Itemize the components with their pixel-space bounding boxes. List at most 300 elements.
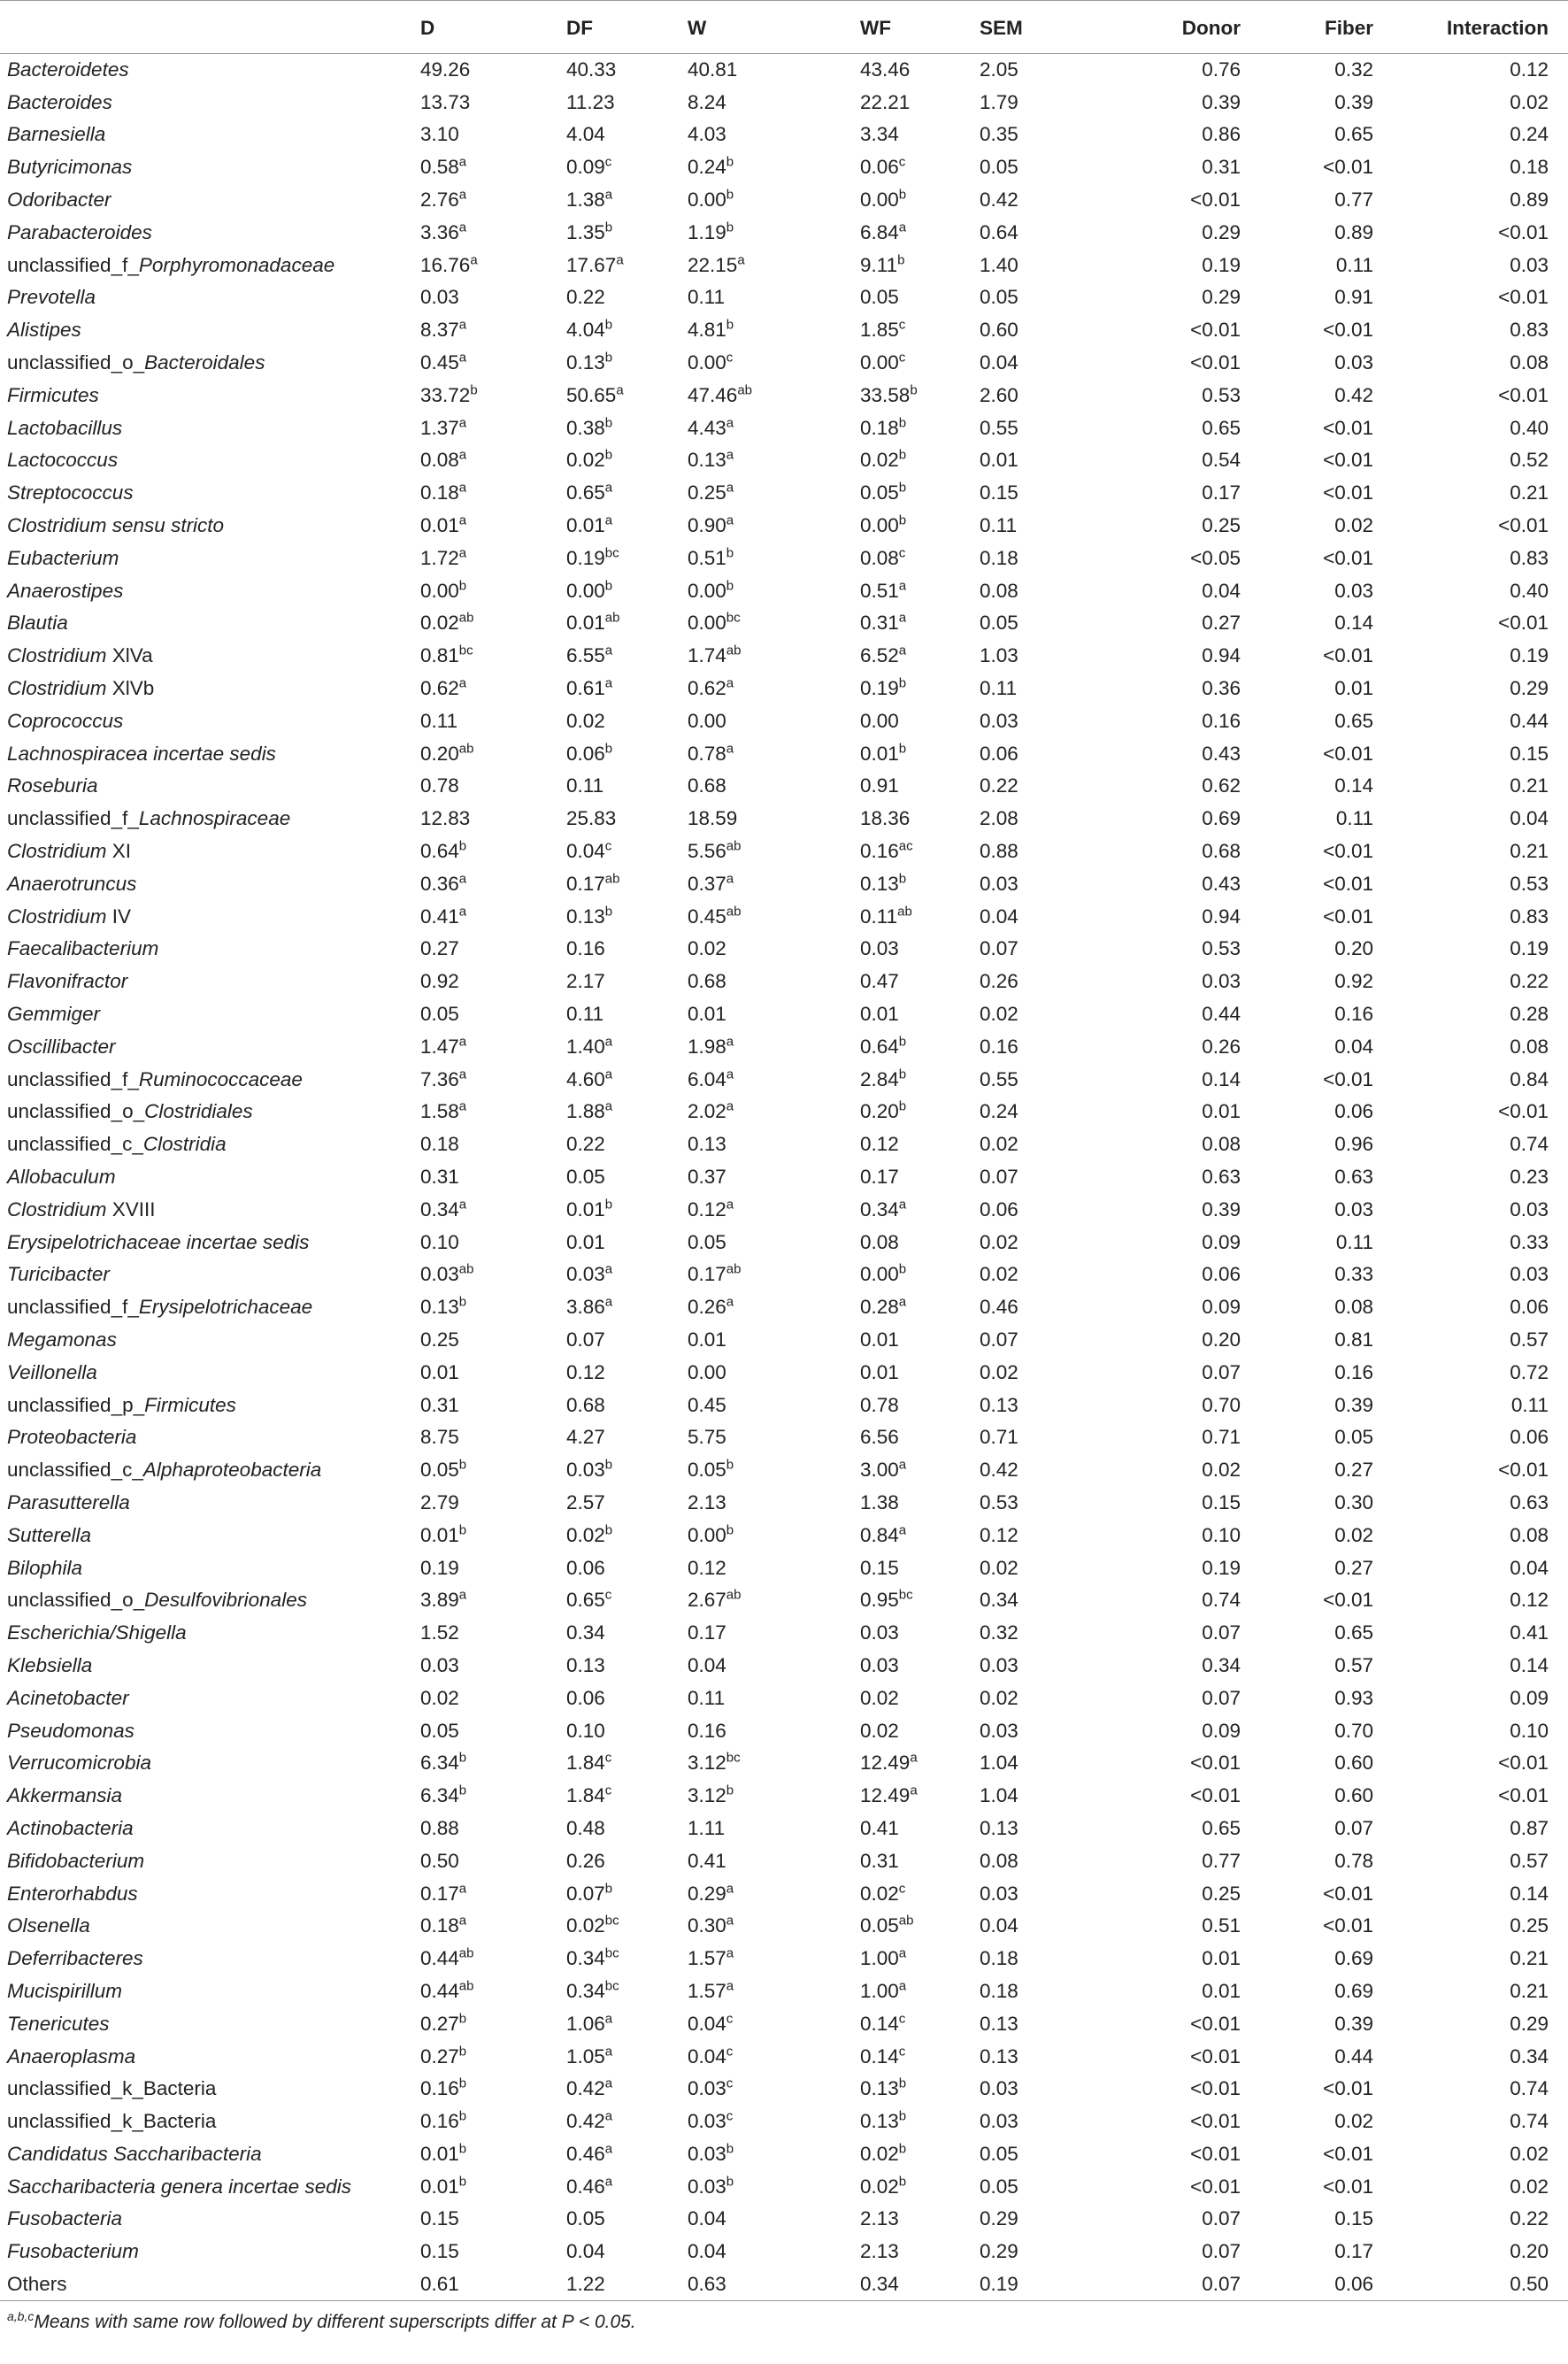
taxon-name bbox=[0, 1617, 420, 1650]
mean-value: 0.03 bbox=[420, 1263, 459, 1286]
significance-superscript: a bbox=[458, 187, 467, 203]
value-interaction: 0.19 bbox=[1510, 937, 1549, 960]
mean-value: 1.74 bbox=[688, 644, 726, 667]
value-interaction: 0.11 bbox=[1510, 1393, 1549, 1416]
value-donor: 0.71 bbox=[1202, 1426, 1241, 1449]
value-fiber: 0.06 bbox=[1334, 1100, 1373, 1123]
value-w bbox=[688, 379, 860, 412]
value-fiber: <0.01 bbox=[1323, 872, 1373, 895]
taxon-name bbox=[0, 770, 420, 803]
value-donor: <0.01 bbox=[1190, 1784, 1241, 1807]
value-wf bbox=[860, 119, 980, 151]
taxon-name bbox=[0, 673, 420, 705]
value-wf bbox=[860, 1454, 980, 1487]
significance-superscript: a bbox=[726, 1945, 734, 1961]
taxon-name bbox=[0, 1487, 420, 1520]
footnote-text: Means with same row followed by different superscripts differ at P < 0.05. bbox=[34, 2311, 636, 2332]
mean-value: 17.67 bbox=[566, 253, 617, 276]
taxon-name-part: unclassified_k_Bacteria bbox=[7, 2077, 217, 2100]
value-interaction: 0.08 bbox=[1510, 1523, 1549, 1546]
value-w bbox=[688, 1844, 860, 1877]
value-wf bbox=[860, 1682, 980, 1714]
significance-superscript: ab bbox=[897, 904, 912, 920]
table-row bbox=[0, 216, 1568, 249]
significance-superscript: ab bbox=[726, 643, 742, 658]
mean-value: 0.08 bbox=[860, 1230, 899, 1253]
value-sem: 0.24 bbox=[980, 1100, 1018, 1123]
table-row bbox=[0, 1519, 1568, 1552]
mean-value: 0.24 bbox=[688, 156, 726, 179]
mean-value: 12.49 bbox=[860, 1752, 911, 1775]
mean-value: 1.84 bbox=[566, 1752, 605, 1775]
mean-value: 0.03 bbox=[688, 2175, 726, 2198]
mean-value: 4.60 bbox=[566, 1067, 605, 1090]
value-fiber: 0.16 bbox=[1334, 1003, 1373, 1025]
table-row bbox=[0, 1226, 1568, 1259]
table-row bbox=[0, 705, 1568, 737]
mean-value: 11.23 bbox=[566, 90, 615, 113]
significance-superscript: c bbox=[726, 2108, 734, 2124]
significance-superscript: c bbox=[726, 350, 734, 366]
taxon-name-part: Firmicutes bbox=[7, 383, 99, 406]
mean-value: 0.02 bbox=[566, 1914, 605, 1937]
value-interaction: 0.08 bbox=[1510, 351, 1549, 374]
value-df bbox=[566, 737, 688, 770]
value-w bbox=[688, 574, 860, 607]
table-row bbox=[0, 1682, 1568, 1714]
mean-value: 43.46 bbox=[860, 58, 911, 81]
value-d bbox=[420, 249, 566, 281]
value-sem: 0.18 bbox=[980, 1947, 1018, 1970]
mean-value: 4.43 bbox=[688, 416, 726, 439]
significance-superscript: b bbox=[604, 1522, 613, 1538]
value-interaction: 0.06 bbox=[1510, 1426, 1549, 1449]
value-fiber: <0.01 bbox=[1323, 2077, 1373, 2100]
mean-value: 0.25 bbox=[688, 481, 726, 504]
mean-value: 2.79 bbox=[420, 1490, 459, 1513]
taxon-name bbox=[0, 1682, 420, 1714]
value-donor: 0.14 bbox=[1202, 1067, 1241, 1090]
value-d bbox=[420, 998, 566, 1031]
mean-value: 0.16 bbox=[688, 1719, 726, 1742]
mean-value: 0.05 bbox=[860, 1914, 899, 1937]
mean-value: 6.56 bbox=[860, 1426, 899, 1449]
taxon-name bbox=[0, 1193, 420, 1226]
value-df bbox=[566, 1813, 688, 1845]
mean-value: 12.49 bbox=[860, 1784, 911, 1807]
mean-value: 47.46 bbox=[688, 383, 738, 406]
mean-value: 0.00 bbox=[688, 1523, 726, 1546]
mean-value: 6.84 bbox=[860, 220, 899, 243]
mean-value: 40.81 bbox=[688, 58, 738, 81]
taxon-name-part: Mucispirillum bbox=[7, 1979, 123, 2002]
table-row bbox=[0, 2106, 1568, 2138]
value-interaction: 0.12 bbox=[1510, 58, 1549, 81]
significance-superscript: c bbox=[604, 154, 612, 170]
value-fiber: 0.39 bbox=[1334, 2012, 1373, 2035]
value-wf bbox=[860, 86, 980, 119]
value-w bbox=[688, 2007, 860, 2040]
value-fiber: <0.01 bbox=[1323, 905, 1373, 928]
taxon-name bbox=[0, 1650, 420, 1683]
taxon-name-part: Erysipelotrichaceae incertae sedis bbox=[7, 1230, 310, 1253]
taxon-name-part: Fusobacteria bbox=[7, 2207, 123, 2230]
value-interaction: 0.19 bbox=[1510, 644, 1549, 667]
value-wf bbox=[860, 1714, 980, 1747]
value-d bbox=[420, 314, 566, 347]
value-w bbox=[688, 1454, 860, 1487]
value-w bbox=[688, 1356, 860, 1389]
value-fiber: <0.01 bbox=[1323, 1914, 1373, 1937]
taxon-name bbox=[0, 1291, 420, 1324]
value-donor: 0.01 bbox=[1202, 1100, 1241, 1123]
value-sem: 0.08 bbox=[980, 579, 1018, 602]
value-w bbox=[688, 867, 860, 900]
significance-superscript: a bbox=[458, 154, 467, 170]
taxon-name-part: unclassified_f_ bbox=[7, 1067, 139, 1090]
value-df bbox=[566, 574, 688, 607]
value-d bbox=[420, 1910, 566, 1943]
mean-value: 0.02 bbox=[566, 709, 605, 732]
significance-superscript: ab bbox=[458, 1945, 474, 1961]
value-sem: 2.60 bbox=[980, 383, 1018, 406]
value-df bbox=[566, 1259, 688, 1291]
value-d bbox=[420, 1421, 566, 1454]
significance-superscript: a bbox=[726, 480, 734, 496]
mean-value: 0.04 bbox=[688, 2044, 726, 2068]
value-donor: 0.76 bbox=[1202, 58, 1241, 81]
significance-superscript: bc bbox=[604, 1913, 619, 1929]
mean-value: 0.11 bbox=[688, 286, 726, 309]
value-sem: 0.60 bbox=[980, 319, 1018, 342]
value-wf bbox=[860, 803, 980, 835]
value-wf bbox=[860, 1193, 980, 1226]
mean-value: 0.12 bbox=[566, 1360, 605, 1383]
value-interaction: 0.40 bbox=[1510, 416, 1549, 439]
mean-value: 8.75 bbox=[420, 1426, 459, 1449]
mean-value: 0.17 bbox=[566, 872, 605, 895]
value-sem: 1.40 bbox=[980, 253, 1018, 276]
significance-superscript: a bbox=[458, 1197, 467, 1213]
mean-value: 0.11 bbox=[860, 905, 898, 928]
value-sem: 0.29 bbox=[980, 2207, 1018, 2230]
value-w bbox=[688, 1259, 860, 1291]
value-donor: 0.01 bbox=[1202, 1979, 1241, 2002]
value-wf bbox=[860, 933, 980, 966]
value-interaction: 0.40 bbox=[1510, 579, 1549, 602]
value-wf bbox=[860, 1226, 980, 1259]
value-d bbox=[420, 1063, 566, 1096]
mean-value: 0.01 bbox=[566, 514, 605, 537]
mean-value: 1.52 bbox=[420, 1621, 459, 1644]
taxon-name bbox=[0, 444, 420, 477]
value-interaction: 0.72 bbox=[1510, 1360, 1549, 1383]
significance-superscript: b bbox=[726, 545, 734, 561]
taxon-name bbox=[0, 835, 420, 868]
mean-value: 0.11 bbox=[566, 774, 604, 797]
mean-value: 0.03 bbox=[688, 2142, 726, 2165]
mean-value: 0.19 bbox=[860, 677, 899, 700]
value-interaction: 0.22 bbox=[1510, 970, 1549, 993]
mean-value: 3.89 bbox=[420, 1589, 459, 1612]
taxon-name-part: Anaeroplasma bbox=[7, 2044, 136, 2068]
significance-superscript: c bbox=[898, 154, 906, 170]
mean-value: 0.34 bbox=[860, 1197, 899, 1221]
value-wf bbox=[860, 1128, 980, 1161]
value-d bbox=[420, 1650, 566, 1683]
mean-value: 0.27 bbox=[420, 937, 459, 960]
value-donor: 0.65 bbox=[1202, 416, 1241, 439]
value-donor: 0.02 bbox=[1202, 1459, 1241, 1482]
table-row bbox=[0, 640, 1568, 673]
value-w bbox=[688, 1193, 860, 1226]
value-fiber: 0.27 bbox=[1334, 1556, 1373, 1579]
significance-superscript: b bbox=[458, 2141, 467, 2157]
taxon-name bbox=[0, 1128, 420, 1161]
significance-superscript: a bbox=[910, 1783, 918, 1798]
taxon-name bbox=[0, 249, 420, 281]
value-d bbox=[420, 1454, 566, 1487]
value-wf bbox=[860, 1650, 980, 1683]
significance-superscript: b bbox=[458, 2044, 467, 2059]
mean-value: 0.01 bbox=[420, 1360, 459, 1383]
value-wf bbox=[860, 900, 980, 933]
significance-superscript: a bbox=[458, 1034, 467, 1050]
value-interaction: 0.63 bbox=[1510, 1490, 1549, 1513]
table-row bbox=[0, 1421, 1568, 1454]
value-df bbox=[566, 2170, 688, 2203]
significance-superscript: b bbox=[604, 219, 613, 235]
significance-superscript: a bbox=[898, 643, 907, 658]
mean-value: 0.06 bbox=[566, 1686, 605, 1709]
taxon-name-part: Turicibacter bbox=[7, 1263, 110, 1286]
value-wf bbox=[860, 673, 980, 705]
taxon-name-part: Sutterella bbox=[7, 1523, 92, 1546]
value-sem: 0.22 bbox=[980, 774, 1018, 797]
significance-superscript: a bbox=[458, 1098, 467, 1114]
value-d bbox=[420, 2170, 566, 2203]
mean-value: 0.00 bbox=[688, 351, 726, 374]
value-d bbox=[420, 1877, 566, 1910]
significance-superscript: a bbox=[458, 871, 467, 887]
value-fiber: 0.02 bbox=[1334, 514, 1373, 537]
value-wf bbox=[860, 1584, 980, 1617]
taxon-name-part: unclassified_o_ bbox=[7, 1100, 145, 1123]
taxon-name bbox=[0, 1226, 420, 1259]
value-donor: 0.63 bbox=[1202, 1165, 1241, 1188]
mean-value: 0.42 bbox=[566, 2110, 605, 2133]
value-fiber: 0.08 bbox=[1334, 1296, 1373, 1319]
mean-value: 0.01 bbox=[860, 1003, 899, 1025]
value-w bbox=[688, 803, 860, 835]
mean-value: 2.02 bbox=[688, 1100, 726, 1123]
value-df bbox=[566, 1877, 688, 1910]
value-fiber: 0.39 bbox=[1334, 1393, 1373, 1416]
mean-value: 40.33 bbox=[566, 58, 617, 81]
value-df bbox=[566, 673, 688, 705]
taxon-name-part: Prevotella bbox=[7, 286, 96, 309]
value-interaction: 0.89 bbox=[1510, 189, 1549, 212]
value-sem: 0.07 bbox=[980, 937, 1018, 960]
taxon-name bbox=[0, 1356, 420, 1389]
mean-value: 0.34 bbox=[566, 1621, 605, 1644]
table-row bbox=[0, 86, 1568, 119]
significance-superscript: b bbox=[604, 904, 613, 920]
value-d bbox=[420, 1324, 566, 1357]
mean-value: 0.47 bbox=[860, 970, 899, 993]
taxon-name bbox=[0, 216, 420, 249]
significance-superscript: b bbox=[604, 1457, 613, 1473]
mean-value: 0.02 bbox=[566, 449, 605, 472]
mean-value: 0.00 bbox=[688, 1360, 726, 1383]
value-fiber: 0.03 bbox=[1334, 579, 1373, 602]
mean-value: 8.37 bbox=[420, 319, 459, 342]
mean-value: 1.38 bbox=[860, 1490, 899, 1513]
mean-value: 0.04 bbox=[688, 2240, 726, 2263]
value-sem: 0.05 bbox=[980, 286, 1018, 309]
mean-value: 0.34 bbox=[566, 1979, 605, 2002]
taxon-name-part: Verrucomicrobia bbox=[7, 1752, 151, 1775]
value-sem: 0.06 bbox=[980, 742, 1018, 765]
table-row bbox=[0, 835, 1568, 868]
significance-superscript: b bbox=[726, 578, 734, 594]
mean-value: 0.02 bbox=[860, 449, 899, 472]
mean-value: 9.11 bbox=[860, 253, 898, 276]
value-sem: 0.02 bbox=[980, 1556, 1018, 1579]
value-sem: 0.01 bbox=[980, 449, 1018, 472]
significance-superscript: a bbox=[604, 2174, 613, 2190]
significance-superscript: c bbox=[898, 317, 906, 333]
value-w bbox=[688, 2170, 860, 2203]
table-row bbox=[0, 998, 1568, 1031]
significance-superscript: a bbox=[616, 252, 624, 268]
taxon-name-part: Allobaculum bbox=[7, 1165, 116, 1188]
table-row bbox=[0, 54, 1568, 87]
mean-value: 13.73 bbox=[420, 90, 471, 113]
mean-value: 0.02 bbox=[420, 612, 459, 635]
table-row bbox=[0, 2007, 1568, 2040]
value-df bbox=[566, 1128, 688, 1161]
value-wf bbox=[860, 2236, 980, 2268]
value-wf bbox=[860, 1552, 980, 1584]
mean-value: 0.50 bbox=[420, 1849, 459, 1872]
mean-value: 0.04 bbox=[688, 1653, 726, 1676]
mean-value: 0.03 bbox=[860, 937, 899, 960]
value-fiber: <0.01 bbox=[1323, 546, 1373, 569]
significance-superscript: ab bbox=[898, 1913, 914, 1929]
significance-superscript: b bbox=[604, 578, 613, 594]
mean-value: 0.01 bbox=[566, 612, 605, 635]
mean-value: 0.00 bbox=[860, 351, 899, 374]
mean-value: 2.17 bbox=[566, 970, 605, 993]
value-interaction: 0.52 bbox=[1510, 449, 1549, 472]
significance-superscript: b bbox=[458, 1294, 467, 1310]
significance-superscript: a bbox=[898, 610, 907, 626]
significance-superscript: ab bbox=[726, 904, 742, 920]
significance-superscript: b bbox=[604, 350, 613, 366]
value-df bbox=[566, 998, 688, 1031]
mean-value: 0.17 bbox=[688, 1621, 726, 1644]
mean-value: 0.15 bbox=[860, 1556, 899, 1579]
value-donor: 0.07 bbox=[1202, 2240, 1241, 2263]
mean-value: 0.05 bbox=[566, 2207, 605, 2230]
value-fiber: 0.03 bbox=[1334, 1197, 1373, 1221]
value-w bbox=[688, 2138, 860, 2171]
value-sem: 0.12 bbox=[980, 1523, 1018, 1546]
taxon-name-part: Porphyromonadaceae bbox=[138, 253, 335, 276]
taxon-name bbox=[0, 966, 420, 998]
taxon-name-part: Acinetobacter bbox=[7, 1686, 129, 1709]
value-w bbox=[688, 1650, 860, 1683]
table-row bbox=[0, 1193, 1568, 1226]
mean-value: 0.27 bbox=[420, 2044, 459, 2068]
significance-superscript: a bbox=[458, 1066, 467, 1082]
taxon-name bbox=[0, 2040, 420, 2073]
value-interaction: 0.87 bbox=[1510, 1816, 1549, 1839]
mean-value: 0.41 bbox=[420, 905, 459, 928]
taxon-name-part: Firmicutes bbox=[144, 1393, 236, 1416]
value-w bbox=[688, 1096, 860, 1128]
mean-value: 0.45 bbox=[420, 351, 459, 374]
value-sem: 0.03 bbox=[980, 1653, 1018, 1676]
value-sem: 0.03 bbox=[980, 709, 1018, 732]
value-donor: 0.03 bbox=[1202, 970, 1241, 993]
mean-value: 0.06 bbox=[860, 156, 899, 179]
value-d bbox=[420, 86, 566, 119]
significance-superscript: a bbox=[458, 480, 467, 496]
value-d bbox=[420, 542, 566, 574]
value-d bbox=[420, 1161, 566, 1194]
value-w bbox=[688, 1389, 860, 1421]
value-fiber: 0.11 bbox=[1335, 253, 1373, 276]
value-donor: 0.51 bbox=[1202, 1914, 1241, 1937]
value-df bbox=[566, 1324, 688, 1357]
value-wf bbox=[860, 574, 980, 607]
mean-value: 0.01 bbox=[420, 514, 459, 537]
value-sem: 0.05 bbox=[980, 612, 1018, 635]
value-df bbox=[566, 347, 688, 380]
table-row bbox=[0, 1584, 1568, 1617]
table-row bbox=[0, 933, 1568, 966]
value-fiber: <0.01 bbox=[1323, 2175, 1373, 2198]
mean-value: 0.00 bbox=[860, 1263, 899, 1286]
value-donor: 0.26 bbox=[1202, 1035, 1241, 1058]
value-wf bbox=[860, 640, 980, 673]
value-d bbox=[420, 2040, 566, 2073]
value-wf bbox=[860, 770, 980, 803]
value-w bbox=[688, 2073, 860, 2106]
significance-superscript: b bbox=[897, 252, 905, 268]
taxon-name-part: Others bbox=[7, 2272, 67, 2295]
value-d bbox=[420, 1714, 566, 1747]
value-sem: 0.05 bbox=[980, 2175, 1018, 2198]
mean-value: 0.14 bbox=[860, 2044, 899, 2068]
taxon-name-part: Flavonifractor bbox=[7, 970, 128, 993]
significance-superscript: a bbox=[604, 643, 613, 658]
value-fiber: 0.96 bbox=[1334, 1133, 1373, 1156]
value-wf bbox=[860, 1877, 980, 1910]
mean-value: 2.13 bbox=[688, 1490, 726, 1513]
value-donor: 0.15 bbox=[1202, 1490, 1241, 1513]
value-fiber: 0.11 bbox=[1335, 807, 1373, 830]
value-d bbox=[420, 2073, 566, 2106]
taxon-name bbox=[0, 1063, 420, 1096]
mean-value: 0.51 bbox=[860, 579, 899, 602]
value-sem: 1.04 bbox=[980, 1752, 1018, 1775]
value-fiber: 0.42 bbox=[1334, 383, 1373, 406]
value-df bbox=[566, 2236, 688, 2268]
significance-superscript: a bbox=[898, 1945, 907, 1961]
